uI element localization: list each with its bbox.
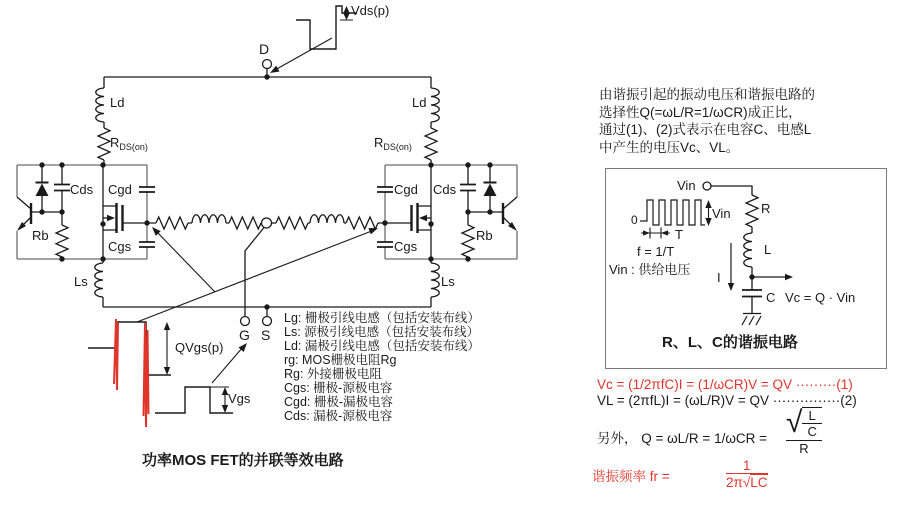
g-terminal-label: G bbox=[239, 327, 250, 343]
intro-line: 通过(1)、(2)式表示在电容C、电感L bbox=[599, 122, 812, 137]
current-label: I bbox=[717, 270, 721, 285]
l-label: L bbox=[764, 242, 772, 257]
d-terminal-label: D bbox=[259, 41, 270, 57]
legend-line: Cgd: 栅极-漏极电容 bbox=[284, 395, 394, 409]
legend-line: Ld: 漏极引线电感（包括安装布线） bbox=[284, 339, 480, 353]
rb-resistor-right bbox=[462, 212, 474, 259]
cgs-capacitor-left bbox=[139, 242, 155, 247]
fr-fraction bbox=[726, 458, 768, 491]
left-source-branch bbox=[95, 259, 103, 307]
ringing-red-left bbox=[114, 319, 118, 390]
ls-inductor-left bbox=[95, 263, 103, 297]
legend-line: Lg: 栅极引线电感（包括安装布线） bbox=[284, 311, 480, 325]
s-terminal-label: S bbox=[261, 327, 271, 343]
body-diode-left bbox=[36, 165, 49, 212]
equation-1: Vc = (1/2πfC)I = (1/ωCR)V = QV ·········(1) bbox=[597, 377, 853, 392]
rdson-resistor-left bbox=[98, 128, 110, 160]
legend-line: rg: MOS栅极电阻Rg bbox=[284, 353, 397, 367]
right-bjt bbox=[468, 197, 517, 231]
gate-network bbox=[147, 215, 385, 229]
ls-inductor-right bbox=[431, 263, 439, 297]
gate-drive-node bbox=[262, 218, 272, 228]
ld-inductor-left bbox=[96, 88, 104, 122]
equation-3-prefix: 另外， Q = ωL/R = 1/ωCR = bbox=[597, 431, 768, 446]
qvgs-waveform bbox=[88, 319, 171, 427]
c-label: C bbox=[766, 290, 776, 305]
q-frac-c: C bbox=[807, 424, 817, 439]
cds-label-right: Cds bbox=[433, 182, 457, 197]
right-source-branch bbox=[431, 259, 439, 307]
radical-sign: √ bbox=[742, 475, 751, 490]
rb-label-right: Rb bbox=[476, 228, 493, 243]
ls-label-right: Ls bbox=[441, 274, 455, 289]
vds-p-label: Vds(p) bbox=[351, 3, 390, 18]
mosfet-body-arrow-right bbox=[419, 215, 427, 221]
rb-resistor-left bbox=[56, 212, 68, 259]
rdson-label-left: $R_{DS(on)}$ bbox=[110, 135, 148, 152]
q-fraction-numerator bbox=[786, 407, 822, 439]
gs-terminals bbox=[241, 228, 272, 326]
ld-inductor-right bbox=[431, 88, 439, 122]
vin-terminal-label: Vin bbox=[677, 178, 696, 193]
vds-pointer-arrow bbox=[268, 38, 332, 76]
equation-2: VL = (2πfL)I = (ωL/R)V = QV ···············(2) bbox=[597, 393, 857, 408]
q-fraction bbox=[786, 407, 822, 457]
g-terminal bbox=[241, 317, 250, 326]
cgs-label-left: Cgs bbox=[108, 239, 132, 254]
cgd-capacitor-left bbox=[139, 187, 155, 192]
intro-paragraph bbox=[599, 86, 815, 156]
mosfet-body-arrow-left bbox=[107, 215, 115, 221]
radical-sign: √ bbox=[786, 406, 803, 439]
intro-line: 由谐振引起的振动电压和谐振电路的 bbox=[599, 87, 815, 102]
vgs-label: Vgs bbox=[228, 391, 251, 406]
fr-numerator: 1 bbox=[743, 458, 751, 473]
frequency-equation: f = 1/T bbox=[637, 244, 675, 259]
intro-line: 选择性Q(=ωL/R=1/ωCR)成正比， bbox=[599, 104, 802, 120]
fr-radicand: LC bbox=[750, 475, 768, 490]
cds-label-left: Cds bbox=[70, 182, 94, 197]
vds-waveform bbox=[296, 6, 357, 49]
legend-line: Cds: 漏极-源极电容 bbox=[284, 409, 393, 423]
rdson-resistor-right bbox=[425, 128, 437, 160]
rb-label-left: Rb bbox=[32, 228, 49, 243]
q-frac-l: L bbox=[802, 408, 821, 424]
rg-resistor-1 bbox=[156, 217, 188, 229]
ringing-red-right bbox=[144, 323, 149, 427]
figure-caption: 功率MOS FET的并联等效电路 bbox=[142, 452, 344, 469]
body-diode-right bbox=[484, 165, 497, 212]
lg-inductor-1 bbox=[192, 215, 226, 223]
rg-resistor-4 bbox=[346, 217, 378, 229]
vin-description: Vin : 供给电压 bbox=[609, 262, 691, 277]
rg-resistor-2 bbox=[229, 217, 261, 229]
legend-line: Cgs: 栅极-源极电容 bbox=[284, 381, 393, 395]
legend-line: Rg: 外接栅极电阻 bbox=[284, 367, 382, 381]
vin-amplitude-label: Vin bbox=[712, 206, 731, 221]
r-label: R bbox=[761, 201, 771, 216]
rlc-caption: R、L、C的谐振电路 bbox=[662, 334, 798, 351]
cds-capacitor-right bbox=[460, 165, 476, 212]
cds-capacitor-left bbox=[54, 165, 70, 212]
period-label: T bbox=[675, 227, 683, 242]
vc-equation-label: Vc = Q · Vin bbox=[785, 290, 856, 305]
ld-label-left: Ld bbox=[110, 95, 125, 110]
cgs-capacitor-right bbox=[377, 242, 393, 247]
q-fraction-denominator: R bbox=[799, 441, 809, 456]
cgd-label-right: Cgd bbox=[394, 182, 418, 197]
cgs-label-right: Cgs bbox=[394, 239, 418, 254]
resonant-freq-prefix: 谐振频率 fr = bbox=[592, 469, 670, 484]
s-terminal bbox=[263, 317, 272, 326]
intro-line: 中产生的电压Vc、VL。 bbox=[599, 139, 740, 155]
component-legend bbox=[284, 311, 480, 423]
rg-resistor-3 bbox=[276, 217, 308, 229]
rdson-label-right: $R_{DS(on)}$ bbox=[374, 135, 412, 152]
left-bjt bbox=[17, 197, 62, 231]
vds-dim-arrow bbox=[343, 6, 349, 20]
cgd-label-left: Cgd bbox=[108, 182, 132, 197]
cgd-capacitor-right bbox=[377, 187, 393, 192]
left-drain-branch bbox=[96, 77, 110, 165]
ld-label-right: Ld bbox=[412, 95, 427, 110]
fr-denominator: 2π√LC bbox=[726, 475, 768, 490]
right-drain-branch bbox=[425, 77, 439, 165]
lg-inductor-2 bbox=[310, 215, 344, 223]
legend-line: Ls: 源极引线电感（包括安装布线） bbox=[284, 325, 480, 339]
qvgs-p-label: QVgs(p) bbox=[175, 340, 224, 355]
ls-label-left: Ls bbox=[74, 274, 88, 289]
zero-label: 0 bbox=[631, 213, 638, 227]
